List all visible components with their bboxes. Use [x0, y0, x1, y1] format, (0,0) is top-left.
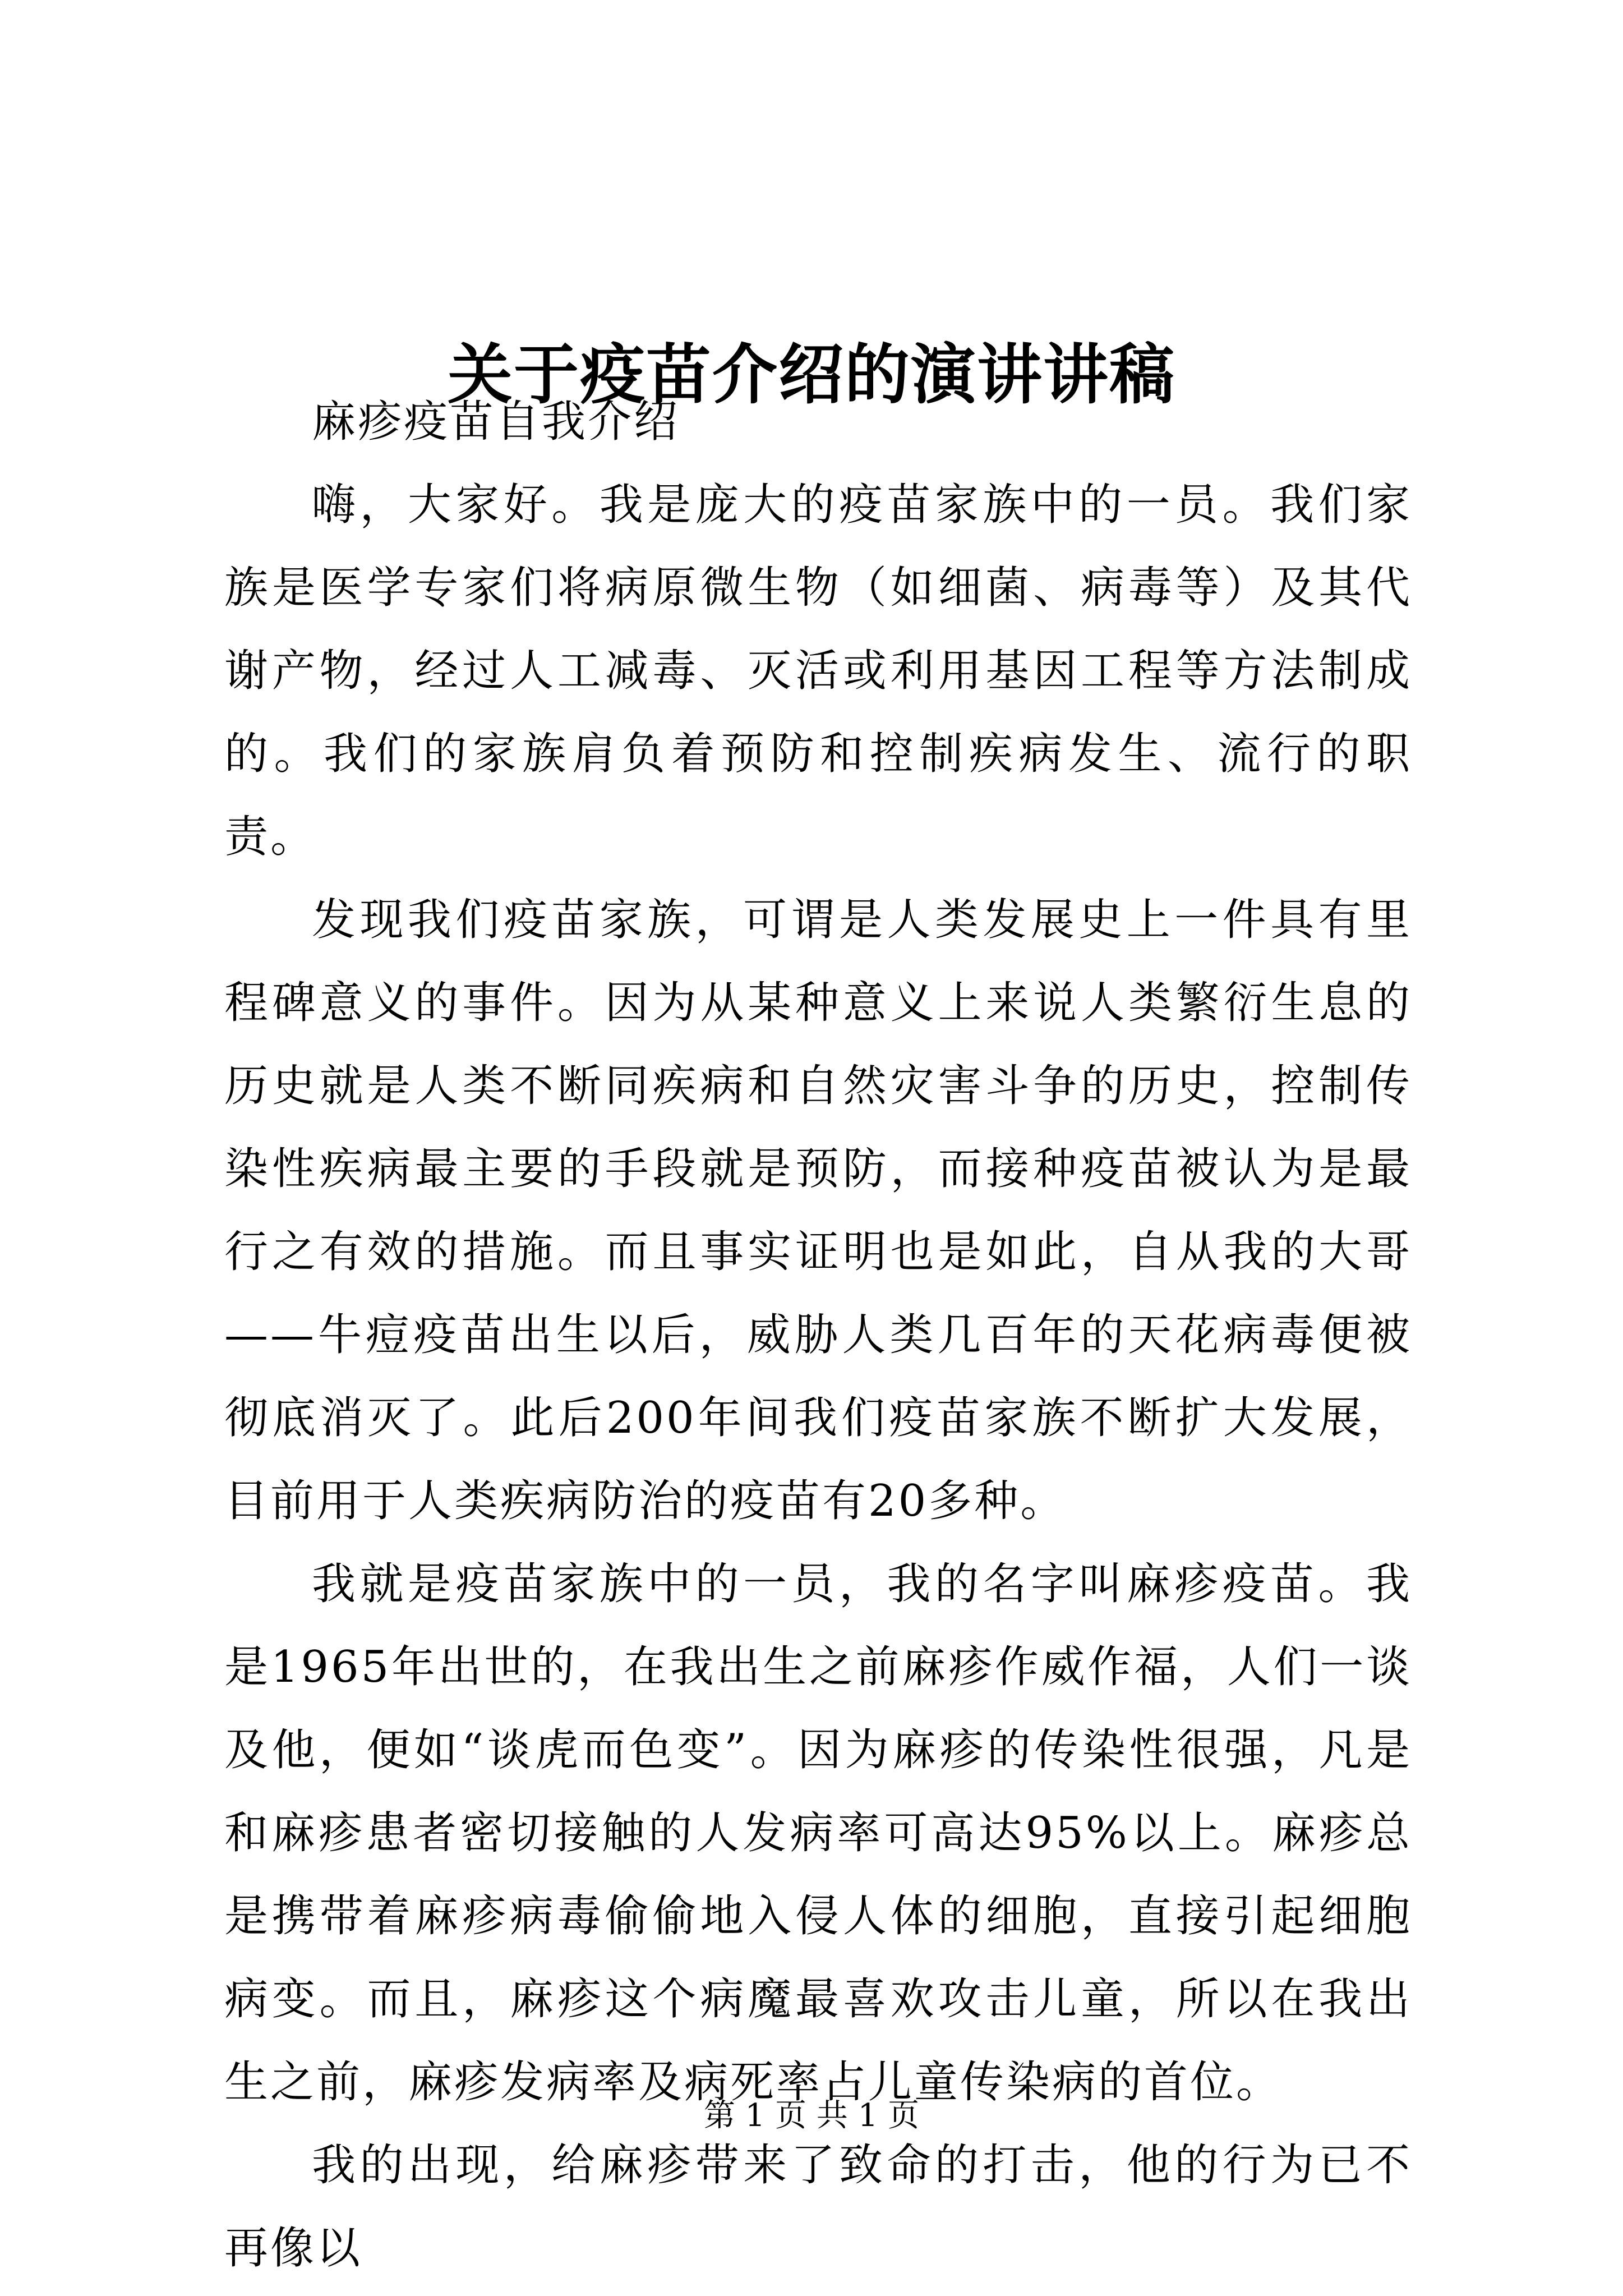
- page-footer: 第 1 页 共 1 页: [703, 2097, 920, 2134]
- body-paragraph: 我的出现，给麻疹带来了致命的打击，他的行为已不再像以: [224, 2140, 1412, 2274]
- subtitle-paragraph: 麻疹疫苗自我介绍: [312, 397, 680, 447]
- body-paragraph: 发现我们疫苗家族，可谓是人类发展史上一件具有里程碑意义的事件。因为从某种意义上来说人类繁衍生息的历史就是人类不断同疾病和自然灾害斗争的历史，控制传染性疾病最主要的手段就是预防，而接种疫苗被认为是最行之有效的措施。而且事实证明也是如此，自从我的大哥——牛痘疫苗出生以后，威胁人类几百年的天花病毒便被彻底消灭了。此后200年间我们疫苗家族不断扩大发展，目前用于人类疾病防治的疫苗有20多种。: [224, 895, 1412, 1526]
- body-paragraph: 嗨，大家好。我是庞大的疫苗家族中的一员。我们家族是医学专家们将病原微生物（如细菌、病毒等）及其代谢产物，经过人工减毒、灭活或利用基因工程等方法制成的。我们的家族肩负着预防和控制疾病发生、流行的职责。: [224, 480, 1412, 862]
- body-paragraph: 我就是疫苗家族中的一员，我的名字叫麻疹疫苗。我是1965年出世的，在我出生之前麻疹作威作福，人们一谈及他，便如“谈虎而色变”。因为麻疹的传染性很强，凡是和麻疹患者密切接触的人发病率可高达95%以上。麻疹总是携带着麻疹病毒偷偷地入侵人体的细胞，直接引起细胞病变。而且，麻疹这个病魔最喜欢攻击儿童，所以在我出生之前，麻疹发病率及病死率占儿童传染病的首位。: [224, 1559, 1412, 2108]
- document-title: 关于疫苗介绍的演讲讲稿: [448, 336, 1175, 413]
- document-body: [224, 380, 1412, 2290]
